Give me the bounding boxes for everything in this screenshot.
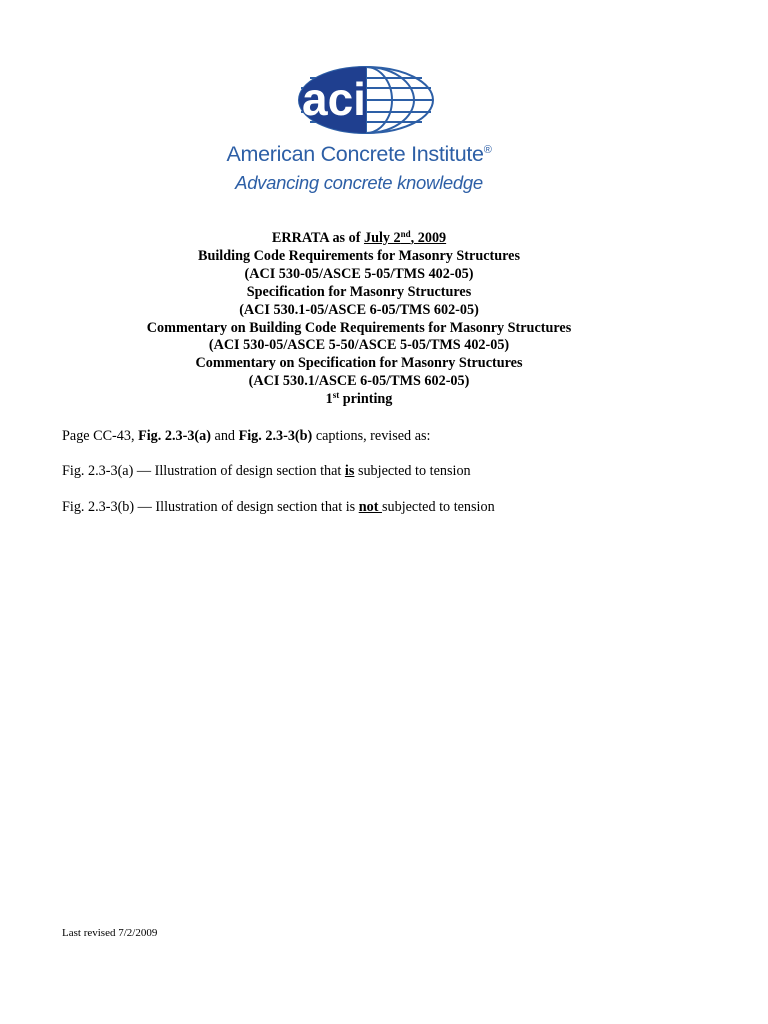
aci-logo <box>214 62 504 202</box>
aci-globe-mark <box>214 62 504 142</box>
printing-line: 1st printing <box>325 390 393 408</box>
heading-line: Specification for Masonry Structures <box>246 283 472 300</box>
heading-line: (ACI 530-05/ASCE 5-50/ASCE 5-05/TMS 402-05) <box>208 337 510 354</box>
heading-line: (ACI 530.1-05/ASCE 6-05/TMS 602-05) <box>239 301 479 318</box>
errata-heading <box>0 230 718 409</box>
heading-line: Building Code Requirements for Masonry Structures <box>198 247 520 264</box>
institute-name: American Concrete Institute® <box>226 142 492 166</box>
errata-date-line: ERRATA as of July 2nd, 2009 <box>271 229 447 246</box>
institute-tagline: Advancing concrete knowledge <box>235 172 483 193</box>
last-revised-footer: Last revised 7/2/2009 <box>62 927 158 939</box>
heading-line: (ACI 530.1/ASCE 6-05/TMS 602-05) <box>248 373 470 390</box>
aci-mark-text: aci <box>302 73 366 125</box>
caption-fig-a: Fig. 2.3-3(a) — Illustration of design section that is subjected to tension <box>62 463 471 479</box>
heading-line: Commentary on Building Code Requirements for Masonry Structures <box>146 319 572 336</box>
revision-intro: Page CC-43, Fig. 2.3-3(a) and Fig. 2.3-3(b) captions, revised as: <box>62 428 431 444</box>
heading-line: (ACI 530-05/ASCE 5-05/TMS 402-05) <box>244 265 474 282</box>
caption-fig-b: Fig. 2.3-3(b) — Illustration of design section that is not subjected to tension <box>62 499 495 515</box>
heading-line: Commentary on Specification for Masonry Structures <box>195 355 523 372</box>
